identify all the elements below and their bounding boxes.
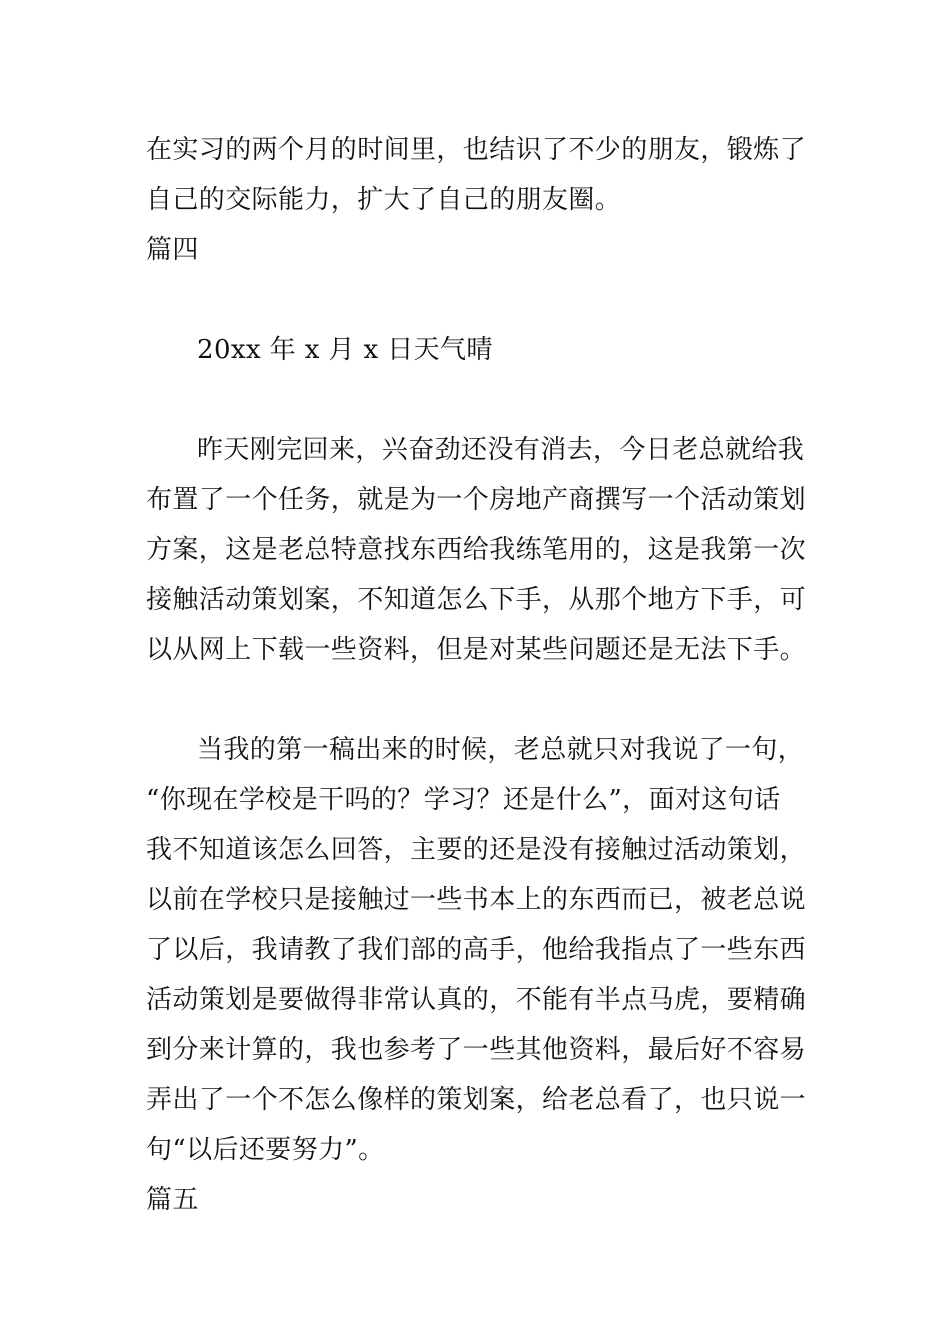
paragraph-line: 以前在学校只是接触过一些书本上的东西而已，被老总说 [146,885,807,915]
paragraph-line: 昨天刚完回来，兴奋劲还没有消去，今日老总就给我 [197,435,805,465]
section-heading: 篇五 [146,1185,199,1215]
paragraph-line: “你现在学校是干吗的？学习？还是什么”，面对这句话 [146,785,781,815]
paragraph-line: 活动策划是要做得非常认真的，不能有半点马虎，要精确 [146,985,807,1015]
paragraph-line: 句“以后还要努力”。 [146,1135,385,1165]
diary-date-line: 20xx 年 x 月 x 日天气晴 [197,335,493,365]
paragraph-line: 自己的交际能力，扩大了自己的朋友圈。 [146,185,622,215]
paragraph-line: 接触活动策划案，不知道怎么下手，从那个地方下手，可 [146,585,807,615]
paragraph-line: 当我的第一稿出来的时候，老总就只对我说了一句， [197,735,805,765]
paragraph-line: 了以后，我请教了我们部的高手，他给我指点了一些东西 [146,935,807,965]
paragraph-line: 布置了一个任务，就是为一个房地产商撰写一个活动策划 [146,485,807,515]
paragraph-line: 弄出了一个不怎么像样的策划案，给老总看了，也只说一 [146,1085,807,1115]
paragraph-line: 以从网上下载一些资料，但是对某些问题还是无法下手。 [146,635,807,665]
paragraph-line: 我不知道该怎么回答，主要的还是没有接触过活动策划， [146,835,807,865]
paragraph-line: 在实习的两个月的时间里，也结识了不少的朋友，锻炼了 [146,135,807,165]
paragraph-line: 方案，这是老总特意找东西给我练笔用的，这是我第一次 [146,535,807,565]
section-heading: 篇四 [146,235,199,265]
paragraph-line: 到分来计算的，我也参考了一些其他资料，最后好不容易 [146,1035,807,1065]
